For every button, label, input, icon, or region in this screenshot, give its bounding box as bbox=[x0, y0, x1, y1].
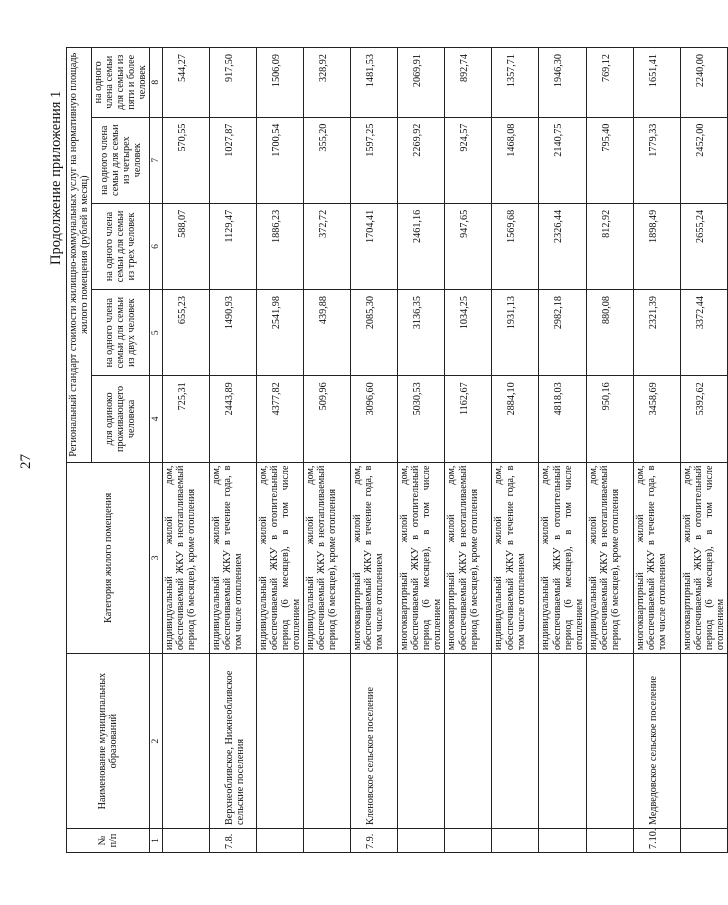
row-category: многоквартирный жилой дом, обеспечиваемый ЖКУ в неотапливаемый период (6 месяцев), кроме отопления bbox=[445, 462, 492, 654]
header-sub-two: на одного члена семьи для семьи из двух человек bbox=[92, 290, 150, 376]
row-value: 570,55 bbox=[163, 117, 210, 203]
row-municipality bbox=[445, 654, 492, 829]
row-value: 795,40 bbox=[586, 117, 633, 203]
row-category: индивидуальный жилой дом, обеспечиваемый ЖКУ в отопительный период (6 месяцев), в том числе отоплением bbox=[257, 462, 304, 654]
row-value: 655,23 bbox=[163, 290, 210, 376]
row-index bbox=[492, 829, 539, 853]
row-value: 1490,93 bbox=[210, 290, 257, 376]
header-col-category: Категория жилого помещения bbox=[67, 462, 150, 654]
row-value: 2452,00 bbox=[680, 117, 727, 203]
row-category: индивидуальный жилой дом, обеспечиваемый ЖКУ в неотапливаемый период (6 месяцев), кроме отопления bbox=[163, 462, 210, 654]
row-value: 947,65 bbox=[445, 203, 492, 289]
row-value: 2443,89 bbox=[210, 376, 257, 462]
row-value: 1886,23 bbox=[257, 203, 304, 289]
table-row bbox=[163, 48, 210, 853]
table-row bbox=[398, 48, 445, 853]
row-index bbox=[163, 829, 210, 853]
row-municipality bbox=[586, 654, 633, 829]
row-value: 2069,91 bbox=[398, 48, 445, 118]
row-index bbox=[445, 829, 492, 853]
row-value: 1700,54 bbox=[257, 117, 304, 203]
header-band-standard: Региональный стандарт стоимости жилищно-коммунальных услуг на нормативную площадь жилого помещения (рублей в месяц) bbox=[67, 48, 92, 463]
row-value: 812,92 bbox=[586, 203, 633, 289]
column-number: 3 bbox=[150, 462, 163, 654]
table-row bbox=[539, 48, 586, 853]
row-value: 2461,16 bbox=[398, 203, 445, 289]
header-col-municipality: Наименование муниципальных образований bbox=[67, 654, 150, 829]
row-index bbox=[680, 829, 727, 853]
row-value: 1162,67 bbox=[445, 376, 492, 462]
row-value: 1597,25 bbox=[351, 117, 398, 203]
row-value: 2140,75 bbox=[539, 117, 586, 203]
row-value: 1931,13 bbox=[492, 290, 539, 376]
row-value: 509,96 bbox=[304, 376, 351, 462]
row-municipality bbox=[680, 654, 727, 829]
table-row bbox=[304, 48, 351, 853]
row-value: 439,88 bbox=[304, 290, 351, 376]
row-value: 2655,24 bbox=[680, 203, 727, 289]
row-municipality bbox=[539, 654, 586, 829]
row-category: многоквартирный жилой дом, обеспечиваемый ЖКУ в течение года, в том числе отоплением bbox=[633, 462, 680, 654]
row-value: 588,07 bbox=[163, 203, 210, 289]
row-municipality bbox=[163, 654, 210, 829]
column-number: 7 bbox=[150, 117, 163, 203]
row-value: 2085,30 bbox=[351, 290, 398, 376]
row-index: 7.8. bbox=[210, 829, 257, 853]
row-value: 1704,41 bbox=[351, 203, 398, 289]
table-row bbox=[680, 48, 727, 853]
column-number: 4 bbox=[150, 376, 163, 462]
row-index bbox=[304, 829, 351, 853]
row-value: 2269,92 bbox=[398, 117, 445, 203]
row-municipality: Медведовское сельское поселение bbox=[633, 654, 680, 829]
row-value: 1506,09 bbox=[257, 48, 304, 118]
row-index bbox=[257, 829, 304, 853]
header-sub-five: на одного члена семьи для семьи из пяти и более человек bbox=[92, 48, 150, 118]
row-value: 892,74 bbox=[445, 48, 492, 118]
row-value: 924,57 bbox=[445, 117, 492, 203]
column-number: 2 bbox=[150, 654, 163, 829]
table-row bbox=[257, 48, 304, 853]
row-value: 3458,69 bbox=[633, 376, 680, 462]
row-category: индивидуальный жилой дом, обеспечиваемый ЖКУ в течение года, в том числе отоплением bbox=[210, 462, 257, 654]
row-value: 1481,53 bbox=[351, 48, 398, 118]
row-value: 1357,71 bbox=[492, 48, 539, 118]
row-category: многоквартирный жилой дом, обеспечиваемый ЖКУ в отопительный период (6 месяцев), в том числе отоплением bbox=[680, 462, 727, 654]
row-category: многоквартирный жилой дом, обеспечиваемый ЖКУ в отопительный период (6 месяцев), в том числе отоплением bbox=[398, 462, 445, 654]
row-value: 2240,00 bbox=[680, 48, 727, 118]
row-value: 1468,08 bbox=[492, 117, 539, 203]
row-index bbox=[539, 829, 586, 853]
row-value: 1034,25 bbox=[445, 290, 492, 376]
row-value: 2982,18 bbox=[539, 290, 586, 376]
row-municipality bbox=[492, 654, 539, 829]
table-row bbox=[633, 48, 680, 853]
row-value: 355,20 bbox=[304, 117, 351, 203]
table-row bbox=[445, 48, 492, 853]
row-municipality: Верхнеобливское, Нижнеобливское сельские поселения bbox=[210, 654, 257, 829]
row-index: 7.9. bbox=[351, 829, 398, 853]
row-municipality bbox=[257, 654, 304, 829]
row-value: 950,16 bbox=[586, 376, 633, 462]
row-value: 3136,35 bbox=[398, 290, 445, 376]
row-municipality: Кленовское сельское поселение bbox=[351, 654, 398, 829]
row-value: 917,50 bbox=[210, 48, 257, 118]
page-number: 27 bbox=[18, 454, 34, 469]
row-value: 5392,62 bbox=[680, 376, 727, 462]
row-value: 3096,60 bbox=[351, 376, 398, 462]
row-municipality bbox=[398, 654, 445, 829]
column-number: 6 bbox=[150, 203, 163, 289]
appendix-subtitle: Продолжение приложения 1 bbox=[48, 90, 64, 265]
row-value: 2326,44 bbox=[539, 203, 586, 289]
tariff-table bbox=[66, 47, 728, 853]
row-value: 1898,49 bbox=[633, 203, 680, 289]
row-category: индивидуальный жилой дом, обеспечиваемый ЖКУ в неотапливаемый период (6 месяцев), кроме отопления bbox=[304, 462, 351, 654]
table-row bbox=[492, 48, 539, 853]
column-number: 8 bbox=[150, 48, 163, 118]
row-category: индивидуальный жилой дом, обеспечиваемый ЖКУ в неотапливаемый период (6 месяцев), кроме отопления bbox=[586, 462, 633, 654]
header-sub-four: на одного члена семьи для семьи из четырех человек bbox=[92, 117, 150, 203]
row-value: 3372,44 bbox=[680, 290, 727, 376]
row-value: 5030,53 bbox=[398, 376, 445, 462]
row-value: 4818,03 bbox=[539, 376, 586, 462]
column-number: 1 bbox=[150, 829, 163, 853]
row-value: 725,31 bbox=[163, 376, 210, 462]
row-value: 2884,10 bbox=[492, 376, 539, 462]
header-sub-single: для одиноко проживающего человека bbox=[92, 376, 150, 462]
table-row bbox=[351, 48, 398, 853]
row-category: многоквартирный жилой дом, обеспечиваемый ЖКУ в течение года, в том числе отоплением bbox=[351, 462, 398, 654]
table-row bbox=[210, 48, 257, 853]
row-category: индивидуальный жилой дом, обеспечиваемый ЖКУ в течение года, в том числе отоплением bbox=[492, 462, 539, 654]
header-col-number: № п/п bbox=[67, 829, 150, 853]
row-value: 1779,33 bbox=[633, 117, 680, 203]
header-sub-three: на одного члена семьи для семьи из трех человек bbox=[92, 203, 150, 289]
row-value: 544,27 bbox=[163, 48, 210, 118]
row-index bbox=[398, 829, 445, 853]
row-value: 1569,68 bbox=[492, 203, 539, 289]
row-value: 1027,87 bbox=[210, 117, 257, 203]
row-value: 1946,30 bbox=[539, 48, 586, 118]
row-index: 7.10. bbox=[633, 829, 680, 853]
column-number: 5 bbox=[150, 290, 163, 376]
row-index bbox=[586, 829, 633, 853]
row-value: 2541,98 bbox=[257, 290, 304, 376]
row-municipality bbox=[304, 654, 351, 829]
row-category: индивидуальный жилой дом, обеспечиваемый ЖКУ в отопительный период (6 месяцев), в том числе отоплением bbox=[539, 462, 586, 654]
row-value: 880,08 bbox=[586, 290, 633, 376]
row-value: 1129,47 bbox=[210, 203, 257, 289]
row-value: 1651,41 bbox=[633, 48, 680, 118]
row-value: 372,72 bbox=[304, 203, 351, 289]
row-value: 2321,39 bbox=[633, 290, 680, 376]
row-value: 769,12 bbox=[586, 48, 633, 118]
row-value: 328,92 bbox=[304, 48, 351, 118]
table-row bbox=[586, 48, 633, 853]
row-value: 4377,82 bbox=[257, 376, 304, 462]
